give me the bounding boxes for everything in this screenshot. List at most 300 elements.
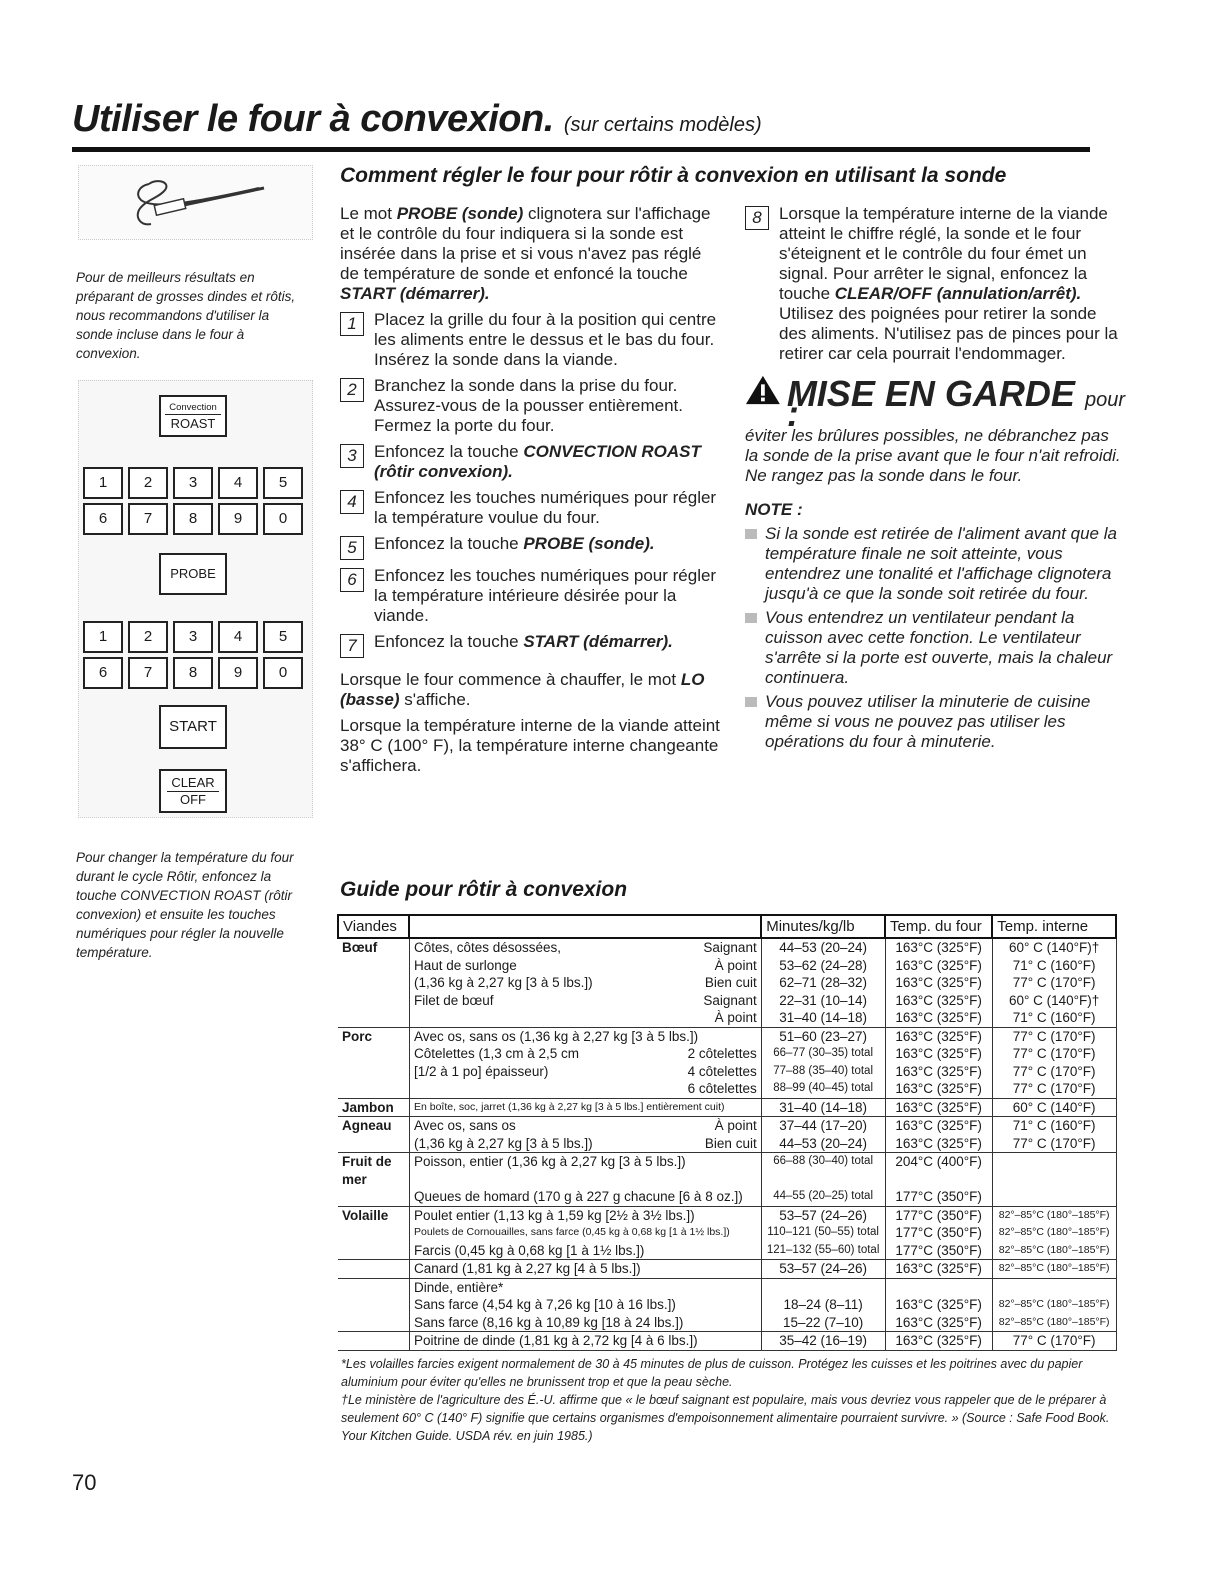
table-row [338, 1224, 1116, 1260]
header-meats: Viandes [338, 915, 409, 938]
value: 163°C (325°F) [895, 1099, 982, 1115]
step-number: 7 [340, 634, 364, 658]
cut-text: Canard (1,81 kg à 2,27 kg [4 à 5 lbs.]) [413, 1261, 641, 1276]
value: 37–44 (17–20) [779, 1118, 868, 1133]
value: 121–132 (55–60) total [766, 1243, 880, 1256]
step-number: 2 [340, 378, 364, 402]
description-cell [409, 938, 761, 992]
roasting-guide-table [337, 914, 1117, 1445]
description-line [414, 1188, 757, 1206]
key-2[interactable]: 2 [128, 621, 168, 653]
value: 71° C (160°F) [1012, 1010, 1096, 1025]
internal-temp-cell [992, 1027, 1116, 1045]
lo-text-2: s'affiche. [399, 690, 471, 709]
value: 18–24 (8–11) [783, 1297, 863, 1312]
warning-pour: pour [1084, 389, 1125, 411]
lo-paragraph [340, 670, 720, 710]
key-6[interactable]: 6 [83, 657, 123, 689]
value: 82°–85°C (180°–185°F) [998, 1226, 1110, 1238]
step-number: 4 [340, 490, 364, 514]
description-line [414, 1117, 757, 1135]
key-9[interactable]: 9 [218, 503, 258, 535]
cut-text: Côtelettes (1,3 cm à 2,5 cm [413, 1046, 580, 1061]
key-1[interactable]: 1 [83, 467, 123, 499]
internal-temp-cell [992, 1332, 1116, 1351]
description-line [414, 1260, 757, 1278]
cut-text: (1,36 kg à 2,27 kg [3 à 5 lbs.]) [413, 975, 593, 990]
value: 163°C (325°F) [895, 957, 982, 973]
value: 15–22 (7–10) [782, 1314, 864, 1330]
step-key-name: START (démarrer). [523, 632, 673, 651]
meat-cell [338, 1224, 409, 1260]
step-text-plain-2: Utilisez des poignées pour retirer la sonde des aliments. N'utilisez pas de pinces pour la retirer car cela pourrait l'endommager. [779, 304, 1118, 363]
intro-paragraph [340, 204, 720, 304]
meat-cell [338, 1188, 409, 1206]
oven-temp-cell [885, 1188, 992, 1206]
value: 163°C (325°F) [895, 1314, 982, 1330]
table-row [338, 1332, 1116, 1351]
value: 77° C (170°F) [1012, 1135, 1096, 1151]
note-label: NOTE : [745, 500, 803, 519]
value [997, 1153, 1112, 1171]
internal-temp-cell [992, 1278, 1116, 1332]
value: 163°C (325°F) [895, 1333, 982, 1348]
control-panel [78, 380, 313, 818]
probe-key[interactable]: PROBE [159, 553, 227, 595]
step-text-plain: Enfoncez la touche [374, 442, 524, 461]
key-0[interactable]: 0 [263, 503, 303, 535]
internal-temp-cell [992, 1153, 1116, 1189]
oven-temp-cell [885, 1206, 992, 1224]
description-line [414, 1080, 757, 1098]
minutes-cell [761, 1260, 885, 1279]
value: 60° C (140°F)† [1008, 992, 1100, 1008]
doneness-text: Saignant [703, 992, 757, 1008]
value: 177°C (350°F) [895, 1242, 982, 1258]
step-7 [340, 632, 720, 658]
step-6 [340, 566, 720, 626]
description-line [414, 1028, 757, 1046]
internal-temp-cell [992, 1117, 1116, 1153]
start-key[interactable]: START [159, 705, 227, 749]
meat-cell [338, 1332, 409, 1351]
value: 53–62 (24–28) [779, 957, 868, 973]
description-cell [409, 1332, 761, 1351]
step-text-plain: Enfoncez la touche [374, 632, 524, 651]
step-text: Enfoncez les touches numériques pour régler la température voulue du four. [374, 488, 717, 527]
description-cell [409, 1027, 761, 1045]
meat-cell [338, 992, 409, 1028]
intro-start: START (démarrer). [340, 284, 490, 303]
note-item [745, 524, 1125, 604]
value: 51–60 (23–27) [779, 1028, 868, 1044]
value: 177°C (350°F) [895, 1225, 982, 1240]
key-0[interactable]: 0 [263, 657, 303, 689]
footnotes [337, 1355, 1117, 1445]
bullet-icon [745, 697, 757, 707]
step-5 [340, 534, 720, 560]
description-cell [409, 1260, 761, 1279]
doneness-text: À point [714, 1010, 757, 1025]
key-1[interactable]: 1 [83, 621, 123, 653]
footnote-usda: †Le ministère de l'agriculture des É.-U. affirme que « le bœuf saignant est populaire, mais vous devriez vous rappeler que de le préparer à seulement 60° C (140° F) signifie que certains organismes d'empoisonnement alimentaire pourraient survivre. » (Source : Safe Food Book. Your Kitchen Guide. USDA rév. en juin 1985.) [341, 1392, 1110, 1443]
description-line [414, 1242, 757, 1260]
key-7[interactable]: 7 [128, 657, 168, 689]
description-cell [409, 992, 761, 1028]
table-row [338, 1027, 1116, 1045]
value: 31–40 (14–18) [779, 1099, 868, 1115]
note-text: Vous entendrez un ventilateur pendant la cuisson avec cette fonction. Le ventilateur s'arrête si la porte est ouverte, mais la chaleur continuera. [765, 608, 1113, 687]
minutes-cell [761, 1188, 885, 1206]
value: 71° C (160°F) [1012, 1118, 1096, 1133]
key-2[interactable]: 2 [128, 467, 168, 499]
description-line [414, 957, 757, 975]
cut-text: En boîte, soc, jarret (1,36 kg à 2,27 kg [3 à 5 lbs.] entièrement cuit) [413, 1100, 725, 1113]
doneness-text: 6 côtelettes [687, 1081, 757, 1096]
description-line [414, 1224, 757, 1242]
value: 71° C (160°F) [1012, 957, 1096, 973]
minutes-cell [761, 1117, 885, 1153]
step-number: 1 [340, 312, 364, 336]
value: 163°C (325°F) [895, 1063, 982, 1079]
internal-temp-cell [992, 1206, 1116, 1224]
step-text-plain: Enfoncez la touche [374, 534, 524, 553]
note-text: Vous pouvez utiliser la minuterie de cuisine même si vous ne pouvez pas utiliser les opérations du four à minuterie. [765, 692, 1091, 751]
description-cell [409, 1278, 761, 1332]
section-heading: Comment régler le four pour rôtir à convexion en utilisant la sonde [340, 164, 1007, 187]
value: 44–53 (20–24) [779, 940, 868, 955]
step-8 [745, 204, 1125, 364]
bullet-icon [745, 613, 757, 623]
meat-cell: Jambon [338, 1098, 409, 1117]
cut-text: Sans farce (4,54 kg à 7,26 kg [10 à 16 lbs.]) [413, 1297, 676, 1312]
value: 77° C (170°F) [1012, 1333, 1096, 1348]
description-line [414, 974, 757, 992]
off-label: OFF [167, 791, 219, 807]
cut-text: Poisson, entier (1,36 kg à 2,27 kg [3 à 5 lbs.]) [413, 1154, 686, 1169]
description-line [414, 1099, 757, 1117]
value: 163°C (325°F) [895, 1261, 982, 1276]
value: 31–40 (14–18) [779, 1010, 868, 1025]
value [997, 1188, 1112, 1206]
table-row [338, 1260, 1116, 1279]
cut-text: Poitrine de dinde (1,81 kg à 2,72 kg [4 à 6 lbs.]) [413, 1333, 698, 1348]
cut-text: Poulets de Cornouailles, sans farce (0,45 kg à 0,68 kg [1 à 1½ lbs.]) [413, 1226, 730, 1238]
doneness-text: 4 côtelettes [687, 1063, 757, 1079]
meat-cell [338, 1260, 409, 1279]
roast-label: ROAST [165, 414, 221, 431]
table-row [338, 1117, 1116, 1153]
internal-temp-cell [992, 1098, 1116, 1117]
meat-cell: Agneau [338, 1117, 409, 1153]
lo-key: LO (basse) [340, 670, 705, 709]
value: 22–31 (10–14) [779, 992, 868, 1008]
key-5[interactable]: 5 [263, 467, 303, 499]
value [890, 1279, 988, 1297]
clear-label: CLEAR [171, 775, 215, 790]
table-row [338, 938, 1116, 992]
value: 53–57 (24–26) [779, 1207, 868, 1223]
internal-temp-paragraph: Lorsque la température interne de la viande atteint 38° C (100° F), la température interne changeante s'affichera. [340, 716, 720, 775]
internal-temp-cell [992, 938, 1116, 992]
cut-text: Avec os, sans os [413, 1118, 516, 1133]
description-cell [409, 1224, 761, 1260]
warning-heading [745, 373, 1125, 434]
step-1 [340, 310, 720, 370]
value: 77° C (170°F) [1012, 1028, 1096, 1044]
warning-text: éviter les brûlures possibles, ne débranchez pas la sonde de la prise avant que le four n'ait refroidi. Ne rangez pas la sonde dans le four. [745, 426, 1121, 485]
value: 88–99 (40–45) total [773, 1082, 873, 1094]
minutes-cell [761, 1206, 885, 1224]
table-row [338, 1188, 1116, 1206]
table-header-row [338, 915, 1116, 938]
description-line [414, 1207, 757, 1225]
cut-text: Filet de bœuf [413, 992, 494, 1008]
value: 53–57 (24–26) [779, 1261, 868, 1276]
key-4[interactable]: 4 [218, 467, 258, 499]
value: 163°C (325°F) [895, 992, 982, 1008]
note-item [745, 692, 1125, 752]
oven-temp-cell [885, 1332, 992, 1351]
key-6[interactable]: 6 [83, 503, 123, 535]
value: 66–88 (30–40) total [773, 1155, 873, 1167]
step-text [374, 534, 720, 560]
oven-temp-cell [885, 1098, 992, 1117]
value: 163°C (325°F) [895, 975, 982, 990]
page-title [72, 98, 762, 141]
guide-heading: Guide pour rôtir à convexion [340, 878, 628, 901]
meat-cell: Porc [338, 1027, 409, 1045]
oven-temp-cell [885, 1117, 992, 1153]
value: 163°C (325°F) [895, 1118, 982, 1133]
cut-text: Haut de surlonge [413, 957, 517, 973]
key-3[interactable]: 3 [173, 621, 213, 653]
description-line [414, 1063, 757, 1081]
step-key-name: CONVECTION ROAST (rôtir convexion). [374, 442, 701, 481]
value: 82°–85°C (180°–185°F) [998, 1262, 1110, 1274]
step-text: Placez la grille du four à la position qui centre les aliments entre le dessus et le bas du four. Insérez la sonde dans la viande. [374, 310, 717, 369]
value: 60° C (140°F)† [1008, 940, 1100, 955]
minutes-cell [761, 1153, 885, 1189]
description-line [414, 1045, 757, 1063]
header-internal-temp: Temp. interne [992, 915, 1116, 938]
description-line [414, 992, 757, 1010]
intro-text-2: clignotera sur l'affichage et le contrôle du four indiquera si la sonde est insérée dans la prise et si vous n'avez pas réglé de température de sonde et enfoncé la touche [340, 204, 711, 283]
clear-off-key[interactable] [159, 769, 227, 813]
description-line [414, 1314, 757, 1332]
minutes-cell [761, 1278, 885, 1332]
description-line [414, 1296, 757, 1314]
cut-text: Sans farce (8,16 kg à 10,89 kg [18 à 24 lbs.]) [413, 1314, 684, 1330]
value: 163°C (325°F) [895, 1135, 982, 1151]
key-7[interactable]: 7 [128, 503, 168, 535]
meat-cell [338, 1278, 409, 1332]
value: 35–42 (16–19) [779, 1333, 868, 1348]
convection-roast-key[interactable] [159, 395, 227, 437]
description-cell [409, 1206, 761, 1224]
step-number: 8 [745, 206, 769, 230]
step-key-name: CLEAR/OFF (annulation/arrêt). [834, 284, 1082, 303]
description-line [414, 1153, 757, 1171]
instructions-column-1 [340, 204, 720, 776]
description-cell [409, 1188, 761, 1206]
warning-title: MISE EN GARDE : [786, 373, 1075, 434]
title-text: Utiliser le four à convexion. [72, 98, 554, 140]
bullet-icon [745, 529, 757, 539]
probe-icon [79, 166, 314, 241]
cut-text: (1,36 kg à 2,27 kg [3 à 5 lbs.]) [413, 1135, 593, 1151]
value: 163°C (325°F) [895, 1010, 982, 1025]
value [997, 1279, 1112, 1297]
cut-text: Côtes, côtes désossées, [413, 940, 562, 955]
step-text: Branchez la sonde dans la prise du four. Assurez-vous de la pousser entièrement. Fermez la porte du four. [374, 376, 683, 435]
step-text [374, 442, 720, 482]
cut-text: Avec os, sans os (1,36 kg à 2,27 kg [3 à 5 lbs.]) [413, 1028, 699, 1044]
step-text-plain: Lorsque la température interne de la viande atteint le chiffre réglé, la sonde et le four s'éteignent et le contrôle du four émet un signal. Pour arrêter le signal, enfoncez la touche [779, 204, 1108, 303]
value: 77° C (170°F) [1012, 1063, 1096, 1079]
table-row [338, 1153, 1116, 1189]
step-4 [340, 488, 720, 528]
internal-temp-cell [992, 1224, 1116, 1260]
value: 82°–85°C (180°–185°F) [998, 1298, 1110, 1310]
lo-text: Lorsque le four commence à chauffer, le mot [340, 670, 681, 689]
header-minutes: Minutes/kg/lb [761, 915, 885, 938]
value: 163°C (325°F) [895, 1081, 982, 1096]
note-item [745, 608, 1125, 688]
header-description [409, 915, 761, 938]
description-cell [409, 1117, 761, 1153]
value: 163°C (325°F) [895, 1028, 982, 1044]
key-9[interactable]: 9 [218, 657, 258, 689]
step-2 [340, 376, 720, 436]
title-rule [72, 147, 1090, 152]
value: 110–121 (50–55) total [767, 1226, 879, 1238]
minutes-cell [761, 1224, 885, 1260]
value [766, 1279, 881, 1297]
minutes-cell [761, 1045, 885, 1098]
cut-text: Poulet entier (1,13 kg à 1,59 kg [2½ à 3½ lbs.]) [413, 1207, 695, 1223]
minutes-cell [761, 992, 885, 1028]
meat-cell: Fruit de mer [338, 1153, 409, 1189]
doneness-text: 2 côtelettes [687, 1046, 757, 1061]
doneness-text: Bien cuit [704, 975, 757, 990]
doneness-text: Saignant [703, 940, 757, 955]
note-text: Si la sonde est retirée de l'aliment avant que la température finale ne soit atteinte, vous entendrez une tonalité et l'affichage clignotera jusqu'à ce que la sonde soit retirée du four. [765, 524, 1117, 603]
internal-temp-cell [992, 1260, 1116, 1279]
cut-text: Farcis (0,45 kg à 0,68 kg [1 à 1½ lbs.]) [413, 1242, 645, 1258]
key-5[interactable]: 5 [263, 621, 303, 653]
title-subtitle: (sur certains modèles) [563, 114, 762, 136]
meat-cell: Bœuf [338, 938, 409, 992]
oven-temp-cell [885, 1224, 992, 1260]
probe-illustration [78, 165, 313, 240]
minutes-cell [761, 1098, 885, 1117]
description-cell [409, 1045, 761, 1098]
table-row [338, 1278, 1116, 1332]
internal-temp-cell [992, 1188, 1116, 1206]
intro-text: Le mot [340, 204, 397, 223]
value: 66–77 (30–35) total [773, 1047, 873, 1059]
minutes-cell [761, 938, 885, 992]
value: 62–71 (28–32) [779, 975, 868, 990]
header-oven-temp: Temp. du four [885, 915, 992, 938]
description-line [414, 939, 757, 957]
oven-temp-cell [885, 1027, 992, 1045]
description-line [414, 1279, 757, 1297]
key-8[interactable]: 8 [173, 503, 213, 535]
doneness-text: Bien cuit [704, 1135, 757, 1151]
value: 204°C (400°F) [895, 1154, 982, 1169]
table-row [338, 1098, 1116, 1117]
key-8[interactable]: 8 [173, 657, 213, 689]
instructions-column-2 [745, 204, 1125, 752]
value: 44–55 (20–25) total [773, 1190, 873, 1202]
step-key-name: PROBE (sonde). [523, 534, 655, 553]
convection-label: Convection [169, 402, 217, 413]
value: 177°C (350°F) [895, 1189, 982, 1204]
value: 44–53 (20–24) [779, 1135, 868, 1151]
key-4[interactable]: 4 [218, 621, 258, 653]
description-line [414, 1135, 757, 1153]
value: 77° C (170°F) [1012, 975, 1096, 990]
table-row [338, 992, 1116, 1028]
value: 163°C (325°F) [895, 1046, 982, 1061]
oven-temp-cell [885, 1045, 992, 1098]
step-text [374, 632, 720, 658]
description-line [414, 1332, 757, 1350]
minutes-cell [761, 1027, 885, 1045]
description-line [414, 1009, 757, 1027]
value: 177°C (350°F) [895, 1207, 982, 1223]
oven-temp-cell [885, 1153, 992, 1189]
warning-triangle-icon [745, 374, 781, 406]
minutes-cell [761, 1332, 885, 1351]
value: 77–88 (35–40) total [773, 1064, 873, 1077]
intro-probe: PROBE (sonde) [396, 204, 524, 223]
value: 82°–85°C (180°–185°F) [998, 1208, 1110, 1221]
step-3 [340, 442, 720, 482]
table-row [338, 1045, 1116, 1098]
key-3[interactable]: 3 [173, 467, 213, 499]
cut-text: Dinde, entière* [413, 1279, 504, 1295]
value: 82°–85°C (180°–185°F) [998, 1315, 1110, 1328]
meat-cell: Volaille [338, 1206, 409, 1224]
value: 60° C (140°F) [1012, 1099, 1096, 1115]
value: 163°C (325°F) [895, 1297, 982, 1312]
table-row [338, 1206, 1116, 1224]
doneness-text: À point [714, 1118, 757, 1133]
oven-temp-cell [885, 1278, 992, 1332]
internal-temp-cell [992, 992, 1116, 1028]
probe-caption: Pour de meilleurs résultats en préparant de grosses dindes et rôtis, nous recommandons d'utiliser la sonde incluse dans le four à convexion. [76, 270, 296, 361]
oven-temp-cell [885, 938, 992, 992]
change-temp-caption: Pour changer la température du four durant le cycle Rôtir, enfoncez la touche CONVECTION ROAST (rôtir convexion) et ensuite les touches numériques pour régler la nouvelle température. [76, 850, 294, 960]
step-number: 3 [340, 444, 364, 468]
footnote-stuffed-poultry: *Les volailles farcies exigent normalement de 30 à 45 minutes de plus de cuisson. Protégez les cuisses et les poitrines avec du papier aluminium pour éviter qu'elles ne brunissent trop et que la peau sèche. [341, 1356, 1083, 1389]
value: 82°–85°C (180°–185°F) [998, 1243, 1110, 1256]
value: 163°C (325°F) [895, 940, 982, 955]
value: 77° C (170°F) [1012, 1081, 1096, 1096]
doneness-text: À point [714, 957, 757, 973]
step-number: 6 [340, 568, 364, 592]
oven-temp-cell [885, 992, 992, 1028]
description-cell [409, 1098, 761, 1117]
cut-text: [1/2 à 1 po] épaisseur) [413, 1063, 549, 1079]
step-text [779, 204, 1125, 364]
step-text: Enfoncez les touches numériques pour régler la température intérieure désirée pour la viande. [374, 566, 717, 625]
internal-temp-cell [992, 1045, 1116, 1098]
page-number: 70 [72, 1470, 97, 1495]
